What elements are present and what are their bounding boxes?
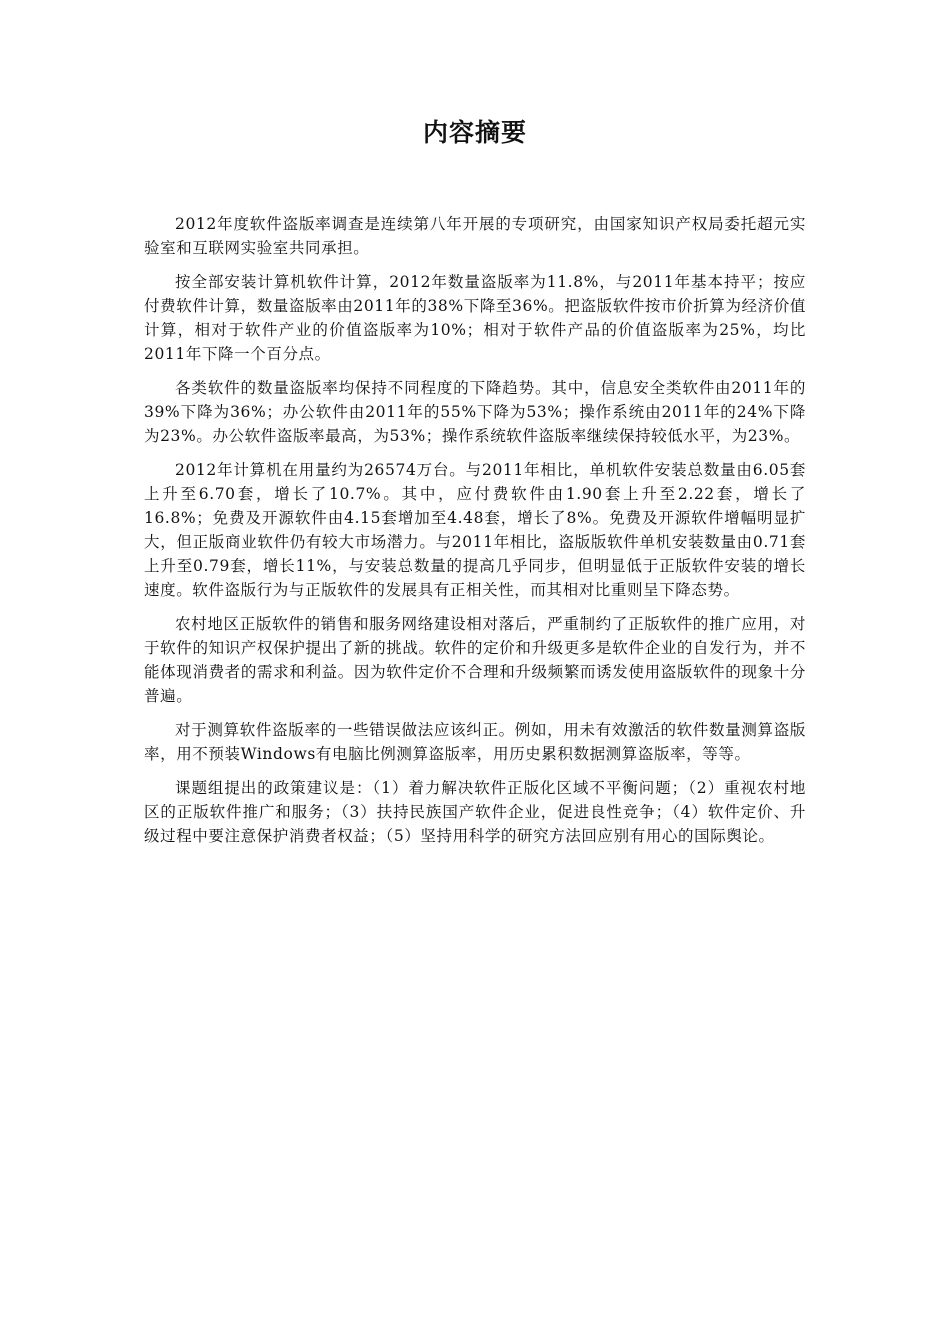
paragraph-measurement-errors: 对于测算软件盗版率的一些错误做法应该纠正。例如，用未有效激活的软件数量测算盗版率，用不预装Windows有电脑比例测算盗版率，用历史累积数据测算盗版率，等等。 <box>144 721 806 763</box>
page-title: 内容摘要 <box>422 118 527 147</box>
paragraph-survey-intro: 2012年度软件盗版率调查是连续第八年开展的专项研究，由国家知识产权局委托超元实验室和互联网实验室共同承担。 <box>144 215 806 257</box>
paragraph-policy-recommendations: 课题组提出的政策建议是：（1）着力解决软件正版化区域不平衡问题；（2）重视农村地区的正版软件推广和服务；（3）扶持民族国产软件企业，促进良性竞争；（4）软件定价、升级过程中要注意保护消费者权益；（5）坚持用科学的研究方法回应别有用心的国际舆论。 <box>144 779 806 845</box>
paragraph-software-categories: 各类软件的数量盗版率均保持不同程度的下降趋势。其中，信息安全类软件由2011年的39%下降为36%；办公软件由2011年的55%下降为53%；操作系统由2011年的24%下降为23%。办公软件盗版率最高，为53%；操作系统软件盗版率继续保持较低水平，为23%。 <box>144 379 806 445</box>
abstract-body <box>144 212 806 858</box>
paragraph-installation-stats: 2012年计算机在用量约为26574万台。与2011年相比，单机软件安装总数量由6.05套上升至6.70套，增长了10.7%。其中，应付费软件由1.90套上升至2.22套，增长了16.8%；免费及开源软件由4.15套增加至4.48套，增长了8%。免费及开源软件增幅明显扩大，但正版商业软件仍有较大市场潜力。与2011年相比，盗版版软件单机安装数量由0.71套上升至0.79套，增长11%，与安装总数量的提高几乎同步，但明显低于正版软件安装的增长速度。软件盗版行为与正版软件的发展具有正相关性，而其相对比重则呈下降态势。 <box>144 461 806 599</box>
paragraph-rural-areas: 农村地区正版软件的销售和服务网络建设相对落后，严重制约了正版软件的推广应用，对于软件的知识产权保护提出了新的挑战。软件的定价和升级更多是软件企业的自发行为，并不能体现消费者的需求和利益。因为软件定价不合理和升级频繁而诱发使用盗版软件的现象十分普遍。 <box>144 615 806 705</box>
paragraph-piracy-rates: 按全部安装计算机软件计算，2012年数量盗版率为11.8%，与2011年基本持平；按应付费软件计算，数量盗版率由2011年的38%下降至36%。把盗版软件按市价折算为经济价值计算，相对于软件产业的价值盗版率为10%；相对于软件产品的价值盗版率为25%，均比2011年下降一个百分点。 <box>144 273 806 363</box>
